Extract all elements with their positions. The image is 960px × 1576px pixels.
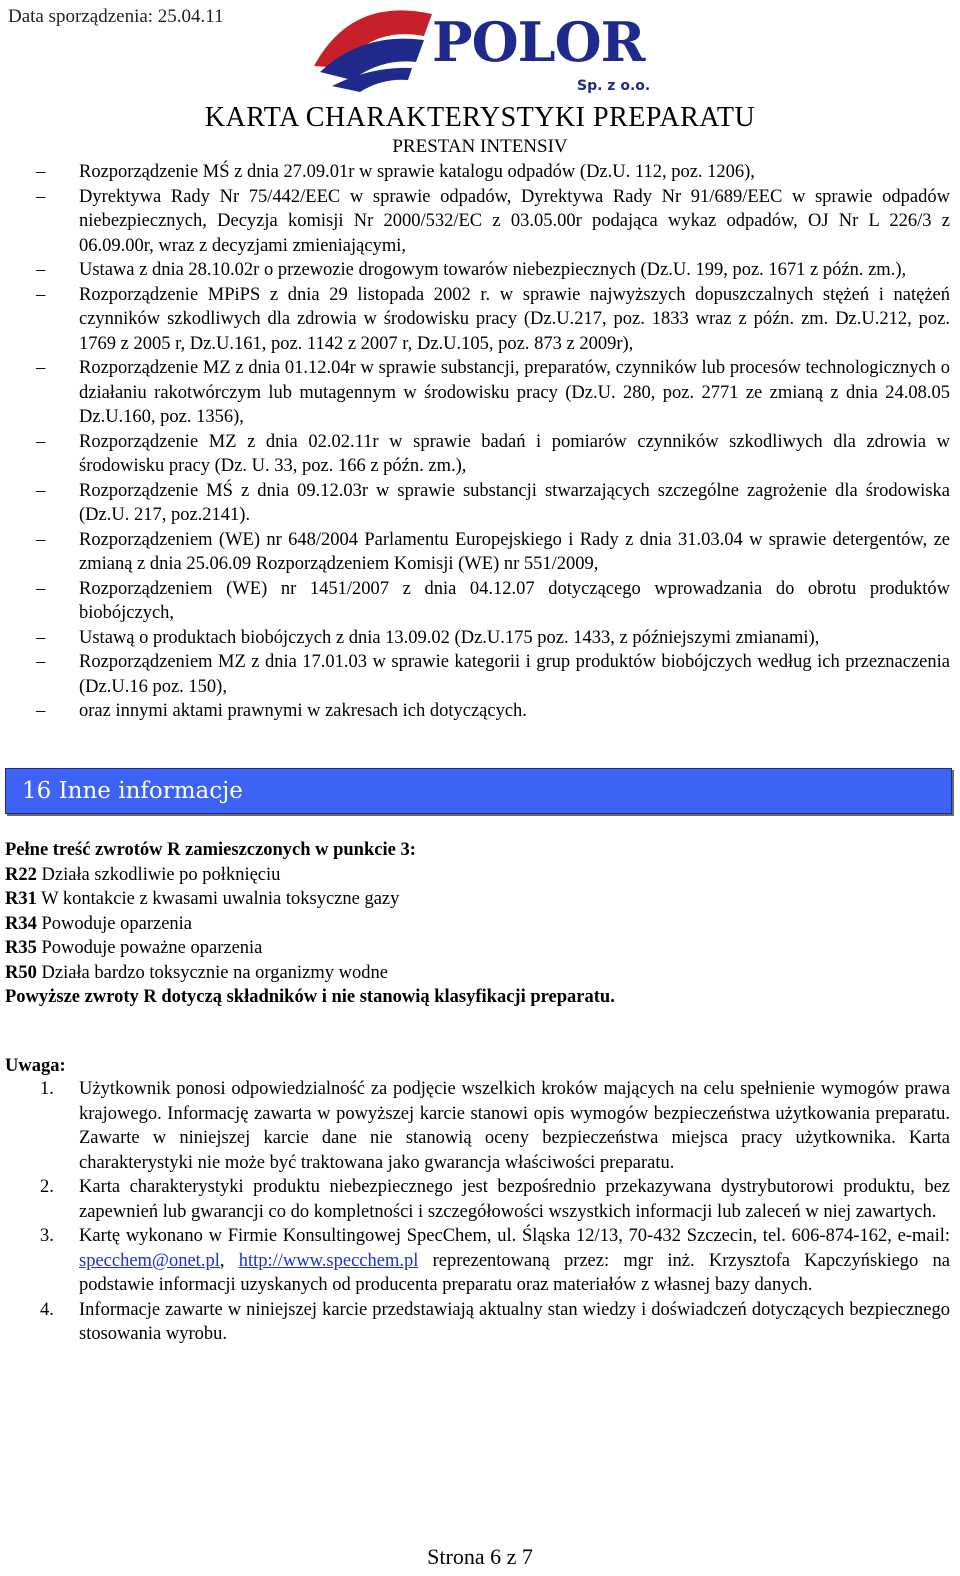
r-phrase-text: Działa bardzo toksycznie na organizmy wodne bbox=[36, 962, 388, 983]
list-item bbox=[0, 699, 960, 724]
email-link[interactable]: specchem@onet.pl bbox=[79, 1250, 220, 1271]
dash-bullet: – bbox=[36, 431, 46, 452]
r-phrase-text: Powoduje oparzenia bbox=[36, 913, 193, 934]
dash-bullet: – bbox=[36, 260, 46, 280]
r-phrase-code: R34 bbox=[5, 913, 37, 934]
product-name: PRESTAN INTENSIV bbox=[392, 136, 568, 157]
note-item bbox=[0, 1077, 960, 1175]
note-number: 1. bbox=[40, 1079, 54, 1099]
note-text-mid: , bbox=[219, 1250, 239, 1271]
regulation-text: Ustawą o produktach biobójczych z dnia 13.09.02 (Dz.U.175 poz. 1433, z późniejszymi zmianami), bbox=[79, 627, 820, 648]
notes-label: Uwaga: bbox=[5, 1056, 66, 1076]
regulation-text: Rozporządzenie MŚ z dnia 27.09.01r w sprawie katalogu odpadów (Dz.U. 112, poz. 1206), bbox=[79, 162, 755, 182]
regulation-text: Rozporządzeniem (WE) nr 648/2004 Parlamentu Europejskiego i Rady z dnia 31.03.04 w sprawie detergentów, ze zmianą z dnia 25.06.09 Rozporządzeniem Komisji (WE) nr 551/2009, bbox=[79, 529, 950, 574]
section-header bbox=[5, 768, 952, 814]
list-item bbox=[0, 185, 960, 259]
company-logo bbox=[312, 6, 652, 96]
notes-list bbox=[0, 1077, 960, 1347]
regulation-text: Rozporządzenie MPiPS z dnia 29 listopada 2002 r. w sprawie najwyższych dopuszczalnych stężeń i natężeń czynników szkodliwych dla zdrowia w środowisku pracy (Dz.U.217, poz. 1833 wraz z późn. zm. Dz.U.212, poz. 1769 z 2005 r, Dz.U.161, poz. 1142 z 2007 r, Dz.U.105, poz. 873 z 2009r), bbox=[79, 284, 950, 354]
regulations-list bbox=[0, 160, 960, 724]
list-item bbox=[0, 479, 960, 528]
note-number: 3. bbox=[40, 1226, 54, 1246]
list-item bbox=[0, 160, 960, 185]
regulation-text: Rozporządzeniem MZ z dnia 17.01.03 w sprawie kategorii i grup produktów biobójczych według ich przeznaczenia (Dz.U.16 poz. 150), bbox=[79, 652, 950, 697]
r-phrase-code: R22 bbox=[5, 864, 37, 885]
note-number: 4. bbox=[40, 1299, 54, 1320]
logo-text: POLOR bbox=[432, 10, 645, 74]
regulation-text: Dyrektywa Rady Nr 75/442/EEC w sprawie odpadów, Dyrektywa Rady Nr 91/689/EEC w sprawie odpadów niebezpiecznych, Decyzja komisji Nr 2000/532/EC z 03.05.00r podająca wykaz odpadów, OJ Nr L 226/3 z 06.09.00r, wraz z decyzjami zmieniającymi, bbox=[79, 186, 950, 256]
note-text: Użytkownik ponosi odpowiedzialność za podjęcie wszelkich kroków mających na celu spełnienie wymogów prawa krajowego. Informację zawarta w powyższej karcie stanowi opis wymogów bezpieczeństwa użytkowania preparatu. Zawarte w niniejszej karcie dane nie stanowią oceny bezpieczeństwa miejsca pracy użytkownika. Karta charakterystyki nie może być traktowana jako gwarancja właściwości preparatu. bbox=[79, 1079, 950, 1173]
list-item bbox=[0, 283, 960, 357]
dash-bullet: – bbox=[36, 358, 46, 378]
r-phrase-code: R50 bbox=[5, 962, 37, 983]
website-link[interactable]: http://www.specchem.pl bbox=[238, 1250, 419, 1271]
dash-bullet: – bbox=[36, 162, 46, 182]
r-phrase-code: R31 bbox=[5, 889, 37, 909]
regulation-text: oraz innymi aktami prawnymi w zakresach ich dotyczących. bbox=[79, 701, 527, 721]
regulation-text: Rozporządzenie MZ z dnia 01.12.04r w sprawie substancji, preparatów, czynników lub procesów technologicznych o działaniu rakotwórczym lub mutagennym w środowisku pracy (Dz.U. 280, poz. 2771 ze zmianą z dnia 24.08.05 Dz.U.160, poz. 1356), bbox=[79, 358, 950, 427]
dash-bullet: – bbox=[36, 701, 46, 721]
list-item bbox=[0, 356, 960, 430]
list-item bbox=[0, 528, 960, 577]
regulation-text: Rozporządzeniem (WE) nr 1451/2007 z dnia 04.12.07 dotyczącego wprowadzania do obrotu produktów biobójczych, bbox=[79, 578, 950, 623]
r-phrase-text: Powoduje poważne oparzenia bbox=[36, 938, 263, 958]
list-item bbox=[0, 650, 960, 699]
r-phrase-row bbox=[5, 887, 950, 912]
r-phrase-row bbox=[5, 936, 950, 961]
page-number: Strona 6 z 7 bbox=[427, 1544, 533, 1569]
document-title: KARTA CHARAKTERYSTYKI PREPARATU bbox=[204, 102, 756, 133]
dash-bullet: – bbox=[36, 480, 46, 501]
note-text: Karta charakterystyki produktu niebezpiecznego jest bezpośrednio przekazywana dystrybutorowi produktu, bez zapewnień lub gwarancji co do kompletności i szczegółowości wszystkich informacji lub zaleceń w niej zawartych. bbox=[79, 1177, 950, 1222]
r-phrases-block bbox=[5, 838, 950, 1010]
list-item bbox=[0, 577, 960, 626]
regulation-text: Rozporządzenie MZ z dnia 02.02.11r w sprawie badań i pomiarów czynników szkodliwych dla zdrowia w środowisku pracy (Dz. U. 33, poz. 166 z późn. zm.), bbox=[79, 431, 950, 476]
dash-bullet: – bbox=[36, 627, 46, 648]
r-phrase-text: Działa szkodliwie po połknięciu bbox=[36, 864, 281, 885]
note-text: Informacje zawarte w niniejszej karcie przedstawiają aktualny stan wiedzy i doświadczeń dotyczących bezpiecznego stosowania wyrobu. bbox=[79, 1299, 950, 1344]
r-phrase-code: R35 bbox=[5, 938, 37, 958]
dash-bullet: – bbox=[36, 652, 46, 672]
note-item bbox=[0, 1175, 960, 1224]
r-phrase-row bbox=[5, 912, 950, 937]
list-item bbox=[0, 626, 960, 651]
list-item bbox=[0, 258, 960, 283]
r-phrase-row bbox=[5, 961, 950, 986]
note-item bbox=[0, 1298, 960, 1347]
dash-bullet: – bbox=[36, 529, 46, 550]
regulation-text: Ustawa z dnia 28.10.02r o przewozie drogowym towarów niebezpiecznych (Dz.U. 199, poz. 1671 z późn. zm.), bbox=[79, 260, 907, 280]
r-phrases-closing: Powyższe zwroty R dotyczą składników i nie stanowią klasyfikacji preparatu. bbox=[5, 987, 615, 1007]
list-item bbox=[0, 430, 960, 479]
note-text-pre: Kartę wykonano w Firmie Konsultingowej SpecChem, ul. Śląska 12/13, 70-432 Szczecin, tel. 606-874-162, e-mail: bbox=[79, 1226, 950, 1246]
note-text-post: reprezentowaną przez: mgr inż. Krzysztofa Kapczyńskiego na podstawie informacji uzyskanych od producenta preparatu oraz materiałów z własnej bazy danych. bbox=[79, 1250, 951, 1295]
r-phrase-text: W kontakcie z kwasami uwalnia toksyczne gazy bbox=[36, 889, 400, 909]
note-number: 2. bbox=[40, 1177, 54, 1197]
r-phrase-row bbox=[5, 863, 950, 888]
logo-subtext: Sp. z o.o. bbox=[577, 78, 651, 94]
section-title: 16 Inne informacje bbox=[22, 778, 243, 804]
dash-bullet: – bbox=[36, 284, 46, 305]
dash-bullet: – bbox=[36, 578, 46, 599]
r-phrases-heading: Pełne treść zwrotów R zamieszczonych w punkcie 3: bbox=[5, 840, 416, 860]
date-label: Data sporządzenia: 25.04.11 bbox=[8, 6, 224, 27]
dash-bullet: – bbox=[36, 186, 46, 207]
note-item bbox=[0, 1224, 960, 1298]
regulation-text: Rozporządzenie MŚ z dnia 09.12.03r w sprawie substancji stwarzających szczególne zagrożenie dla środowiska (Dz.U. 217, poz.2141). bbox=[79, 480, 950, 525]
